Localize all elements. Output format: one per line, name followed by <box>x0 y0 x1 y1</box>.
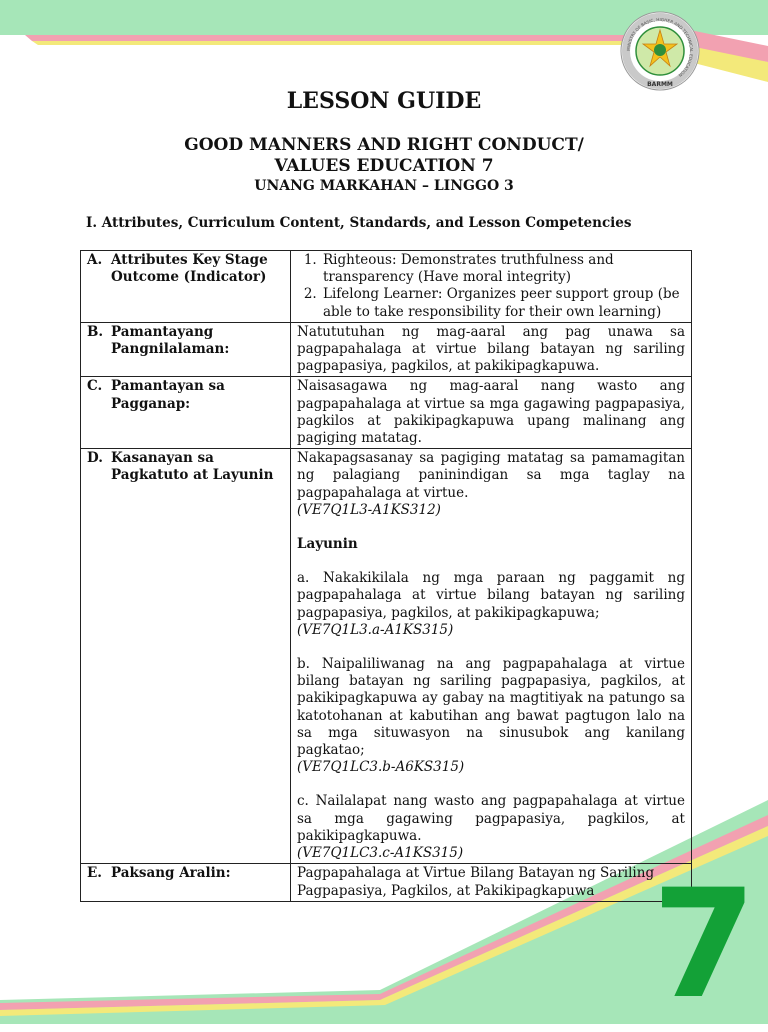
objective-c: c. Nailalapat nang wasto ang pagpapahalaga at virtue sa mga gagawing pagpapasiya, pagkilos, at pakikipagkapuwa. <box>297 793 685 844</box>
objective-a: a. Nakakikilala ng mga paraan ng paggamit ng pagpapahalaga at virtue bilang batayan ng sariling pagpapasiya, pagkilos, at pakikipagkapuwa; <box>297 570 685 621</box>
table-row <box>81 449 692 864</box>
table-row <box>81 322 692 377</box>
list-item: 1. Righteous: Demonstrates truthfulness and transparency (Have moral integrity) <box>321 252 685 286</box>
subject-title-line1: GOOD MANNERS AND RIGHT CONDUCT/ <box>184 135 584 155</box>
objective-b-code: (VE7Q1LC3.b-A6KS315) <box>297 759 465 776</box>
row-d-label: D. Kasanayan sa Pagkatuto at Layunin <box>81 449 291 864</box>
row-c-content: Naisasagawa ng mag-aaral nang wasto ang pagpapahalaga at virtue sa mga gagawing pagpapasiya, pagkilos at pakikipagkapuwa upang malinang ang pagiging matatag. <box>291 377 692 449</box>
table-row <box>81 864 692 901</box>
row-d-content <box>291 449 692 864</box>
row-e-content: Pagpapahalaga at Virtue Bilang Batayan ng Sariling Pagpapasiya, Pagkilos, at Pakikipagkapuwa <box>291 864 692 901</box>
objective-c-code: (VE7Q1LC3.c-A1KS315) <box>297 845 464 862</box>
table-row <box>81 377 692 449</box>
layunin-heading: Layunin <box>297 536 358 553</box>
objective-a-code: (VE7Q1L3.a-A1KS315) <box>297 621 454 638</box>
row-e-label: E. Paksang Aralin: <box>81 864 291 901</box>
seal-region-label: BARMM <box>647 81 673 88</box>
row-c-label: C. Pamantayan sa Pagganap: <box>81 377 291 449</box>
table-row <box>81 251 692 323</box>
row-b-content: Natututuhan ng mag-aaral ang pag unawa sa pagpapahalaga at virtue bilang batayan ng sariling pagpapasiya, pagkilos, at pakikipagkapuwa. <box>291 322 692 377</box>
lesson-guide-title: LESSON GUIDE <box>286 88 482 114</box>
list-item: 2. Lifelong Learner: Organizes peer support group (be able to take responsibility for their own learning) <box>321 286 685 320</box>
top-pink-stripe <box>25 35 640 41</box>
quarter-week-title: UNANG MARKAHAN – LINGGO 3 <box>254 178 514 194</box>
row-a-label: A. Attributes Key Stage Outcome (Indicator) <box>81 251 291 323</box>
subject-title-line2: VALUES EDUCATION 7 <box>274 156 494 176</box>
svg-text:MINISTRY OF BASIC, HIGHER AND: MINISTRY OF BASIC, HIGHER AND TECHNICAL EDUCATION <box>625 16 695 78</box>
grade-number: 7 <box>652 858 757 1032</box>
ministry-seal-icon <box>619 10 701 92</box>
row-b-label: B. Pamantayang Pangnilalaman: <box>81 322 291 377</box>
lesson-table <box>80 250 692 902</box>
competency-text: Nakapagsasanay sa pagiging matatag sa pamamagitan ng palagiang paninindigan sa mga taglay na pagpapahalaga at virtue. <box>297 450 685 501</box>
top-yellow-stripe <box>32 41 640 45</box>
section-heading: I. Attributes, Curriculum Content, Standards, and Lesson Competencies <box>86 215 632 231</box>
objective-b: b. Naipaliliwanag na ang pagpapahalaga at virtue bilang batayan ng sariling pagpapasiya, pagkilos, at pakikipagkapuwa ay gabay na magtitiyak na patungo sa katotohanan at kabutihan ang bawat pagtugon lalo na sa mga situwasyon na sinusubok ang kanilang pagkatao; <box>297 656 685 759</box>
competency-code: (VE7Q1L3-A1KS312) <box>297 501 441 518</box>
row-a-content <box>291 251 692 323</box>
